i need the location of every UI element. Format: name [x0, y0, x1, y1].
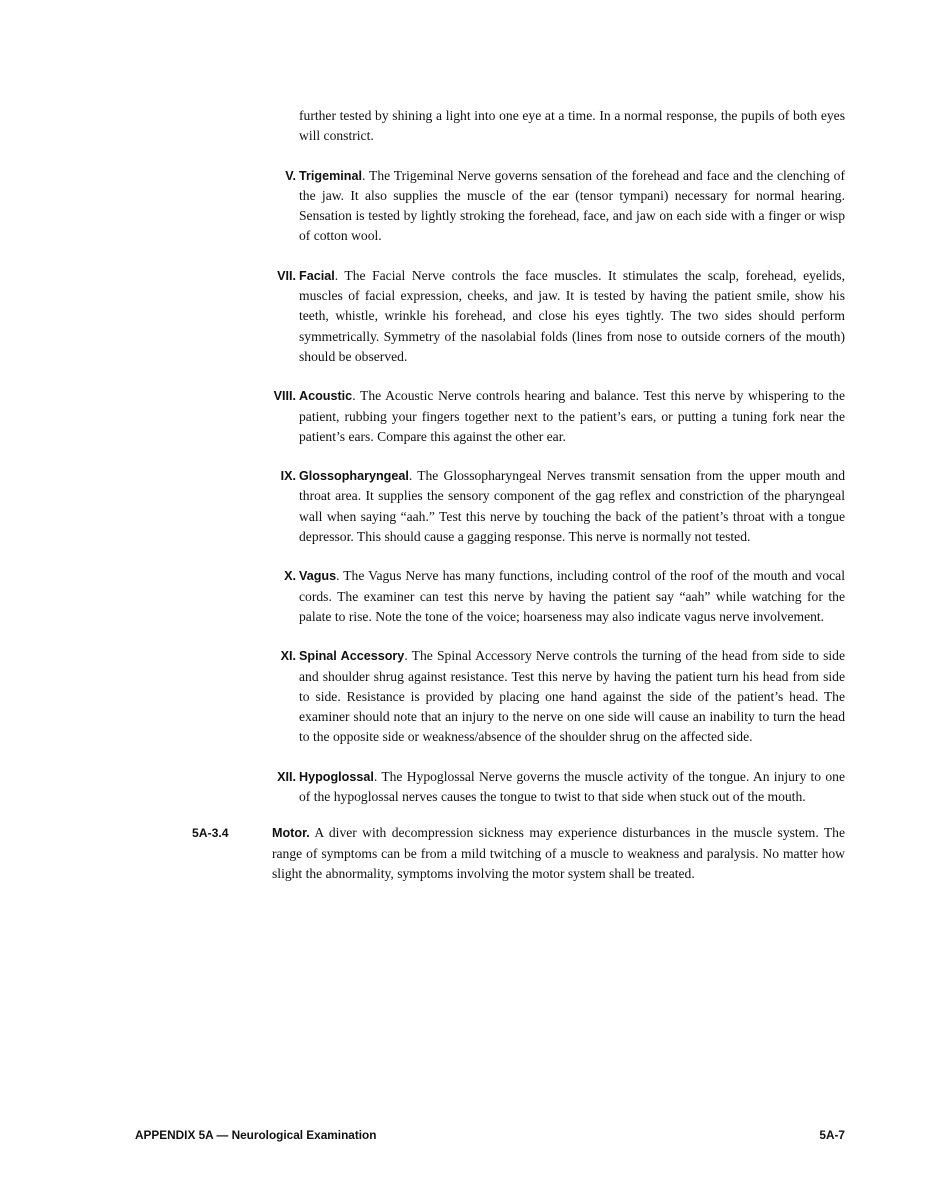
item-numeral: X.	[284, 569, 296, 584]
footer-page-number: 5A-7	[819, 1128, 845, 1142]
list-item	[264, 266, 926, 367]
list-item	[264, 386, 926, 447]
item-paragraph: . The Glossopharyngeal Nerves transmit sensation from the upper mouth and throat area. It supplies the sensory component of the gag reflex and constriction of the pharyngeal wall when saying “aah.” Test this nerve by touching the back of the patient’s throat with a tongue depressor. This should cause a gagging response. This nerve is normally not tested.	[299, 468, 845, 545]
section-paragraph: A diver with decompression sickness may experience disturbances in the muscle system. The range of symptoms can be from a mild twitching of a muscle to weakness and paralysis. No matter how slight the abnormality, symptoms involving the motor system shall be treated.	[272, 825, 845, 881]
footer-appendix-title: APPENDIX 5A — Neurological Examination	[135, 1128, 377, 1142]
numbered-section	[192, 823, 926, 884]
item-numeral: XII.	[277, 769, 296, 784]
item-text	[299, 266, 845, 367]
item-title: Hypoglossal	[299, 769, 374, 784]
page-footer	[135, 1128, 845, 1143]
section-text	[272, 823, 845, 884]
list-item	[264, 166, 926, 247]
item-numeral: V.	[285, 168, 296, 183]
item-text	[299, 466, 845, 547]
item-title: Acoustic	[299, 389, 353, 404]
item-text	[299, 566, 845, 627]
item-paragraph: . The Spinal Accessory Nerve controls the turning of the head from side to side and shoulder shrug against resistance. Test this nerve by having the patient turn his head from side to side. Resistance is provided by placing one hand against the side of the patient’s head. The examiner should note that an injury to the nerve on one side will cause an inability to turn the head to the opposite side or weakness/absence of the shoulder shrug on the affected side.	[299, 648, 845, 745]
item-paragraph: . The Hypoglossal Nerve governs the muscle activity of the tongue. An injury to one of the hypoglossal nerves causes the tongue to twist to that side when stuck out of the mouth.	[299, 768, 845, 805]
item-numeral: VII.	[277, 268, 296, 283]
item-paragraph: . The Vagus Nerve has many functions, including control of the roof of the mouth and vocal cords. The examiner can test this nerve by having the patient say “aah” while watching for the palate to rise. Note the tone of the voice; hoarseness may also indicate vagus nerve involvement.	[299, 568, 845, 624]
item-numeral: VIII.	[273, 389, 296, 404]
item-title: Trigeminal	[299, 168, 362, 183]
item-text	[299, 646, 845, 747]
section-title: Motor.	[272, 826, 310, 841]
item-text	[299, 386, 845, 447]
item-title: Glossopharyngeal	[299, 469, 409, 484]
list-item	[264, 646, 926, 747]
item-paragraph: . The Trigeminal Nerve governs sensation of the forehead and face and the clenching of the jaw. It also supplies the muscle of the ear (tensor tympani) necessary for normal hearing. Sensation is tested by lightly stroking the forehead, face, and jaw on each side with a finger or wisp of cotton wool.	[299, 167, 845, 244]
item-title: Spinal Accessory	[299, 649, 405, 664]
item-paragraph: . The Facial Nerve controls the face muscles. It stimulates the scalp, forehead, eyelids, muscles of facial expression, cheeks, and jaw. It is tested by having the patient smile, show his teeth, whistle, wrinkle his forehead, and close his eyes tightly. The two sides should perform symmetrically. Symmetry of the nasolabial folds (lines from nose to outside corners of the mouth) should be observed.	[299, 267, 845, 364]
item-title: Vagus	[299, 569, 337, 584]
list-item	[264, 767, 926, 808]
item-paragraph: . The Acoustic Nerve controls hearing and balance. Test this nerve by whispering to the patient, rubbing your fingers together next to the patient’s ears, or putting a tuning fork near the patient’s ears. Compare this against the other ear.	[299, 388, 845, 444]
section-number: 5A-3.4	[192, 826, 229, 841]
item-numeral: XI.	[280, 649, 296, 664]
item-title: Facial	[299, 268, 335, 283]
item-text	[299, 166, 845, 247]
continuation-paragraph: further tested by shining a light into one eye at a time. In a normal response, the pupils of both eyes will constrict.	[299, 108, 845, 144]
item-text	[299, 767, 845, 808]
list-item	[264, 466, 926, 547]
list-item	[264, 566, 926, 627]
item-numeral: IX.	[280, 469, 296, 484]
